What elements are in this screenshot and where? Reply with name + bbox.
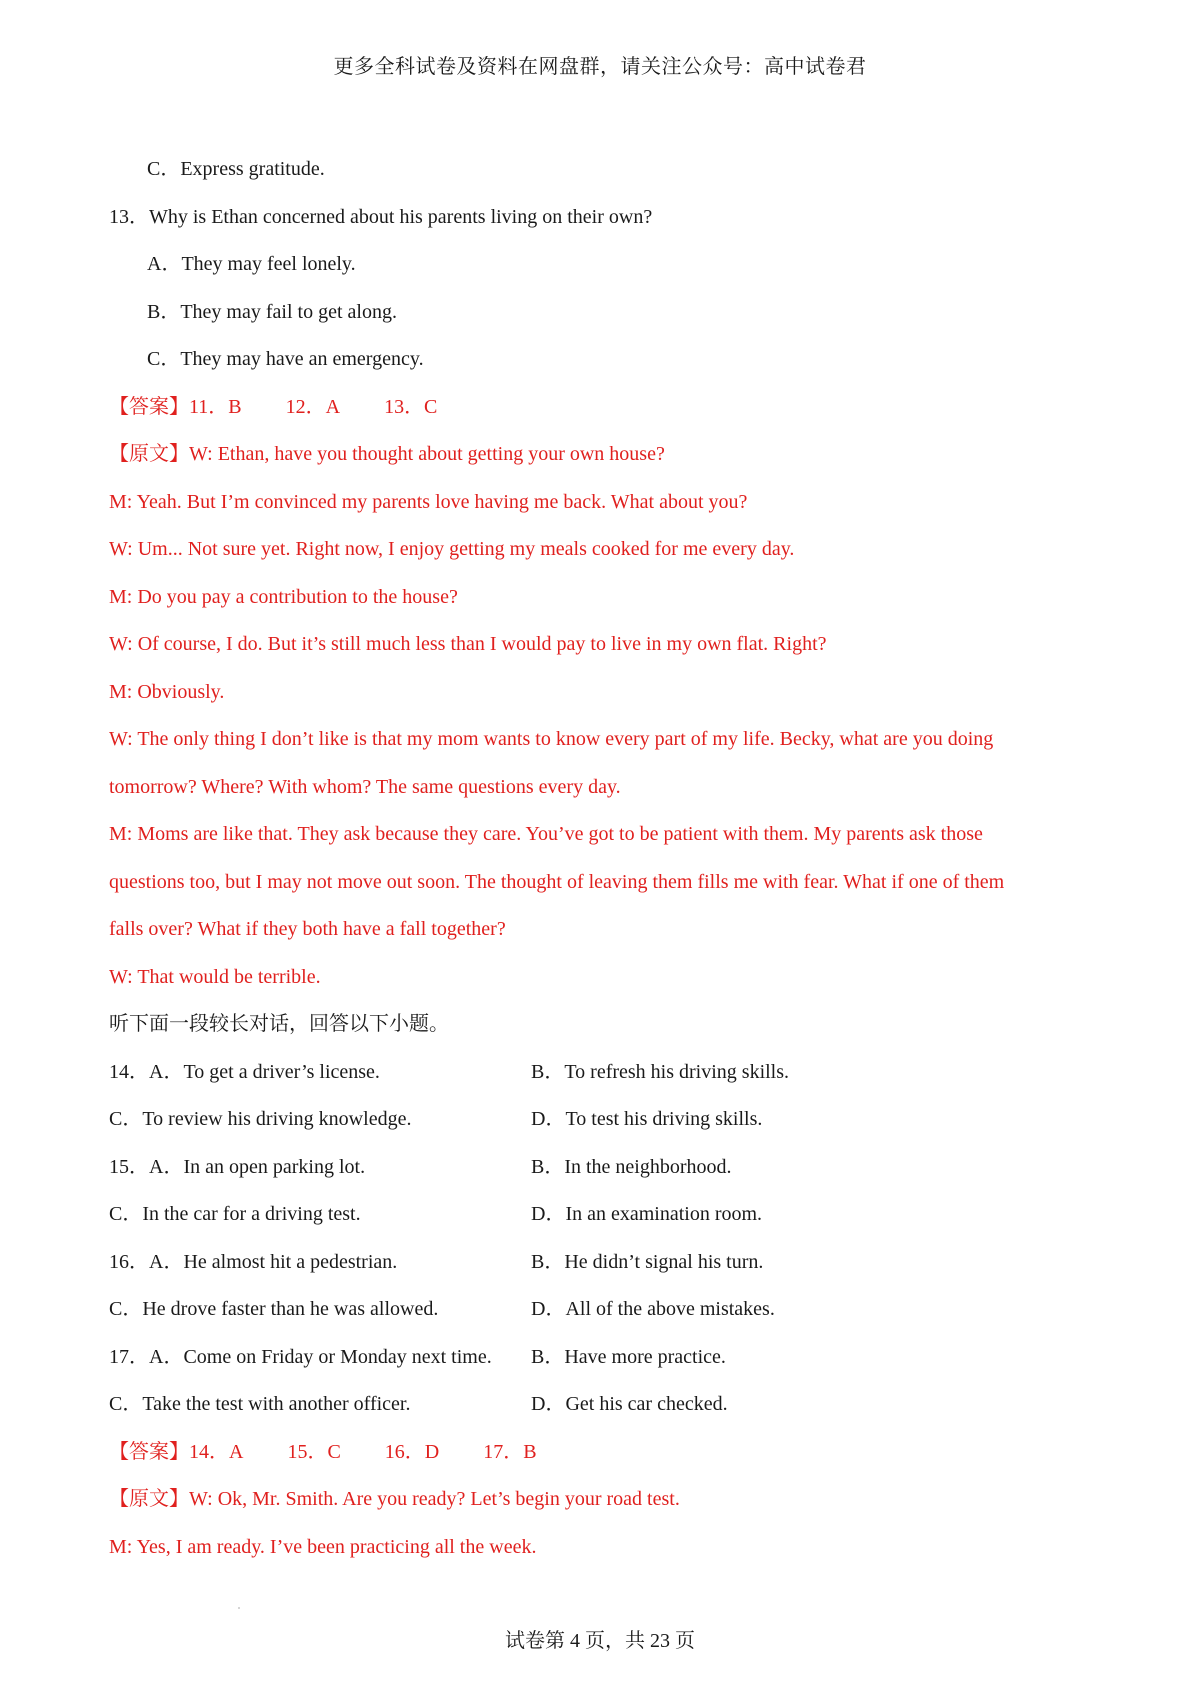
transcript-line bbox=[109, 1476, 1109, 1524]
q13-option-b: B．They may fail to get along. bbox=[147, 300, 397, 323]
q13-option-c: C．They may have an emergency. bbox=[147, 348, 424, 370]
answer-item: 13．C bbox=[384, 395, 438, 418]
option-c: C．To review his driving knowledge. bbox=[109, 1108, 412, 1130]
option-c: C．In the car for a driving test. bbox=[109, 1203, 361, 1225]
q13-option-a: A．They may feel lonely. bbox=[147, 253, 356, 275]
transcript-line: falls over? What if they both have a fall together? bbox=[109, 918, 506, 940]
answer-item: 14．A bbox=[189, 1440, 244, 1463]
answer-block-2 bbox=[109, 1429, 1109, 1477]
transcript-line: M: Yeah. But I’m convinced my parents love having me back. What about you? bbox=[109, 490, 748, 513]
question-row bbox=[109, 1096, 1109, 1144]
transcript-line: tomorrow? Where? With whom? The same questions every day. bbox=[109, 775, 621, 798]
answer-item: 15．C bbox=[287, 1440, 341, 1463]
speck bbox=[238, 1607, 240, 1609]
question-row bbox=[109, 1381, 1109, 1429]
transcript-label: 【原文】 bbox=[109, 1488, 189, 1510]
option-d: D．Get his car checked. bbox=[531, 1393, 728, 1415]
transcript-line: M: Do you pay a contribution to the house? bbox=[109, 585, 458, 608]
transcript-line: M: Yes, I am ready. I’ve been practicing all the week. bbox=[109, 1535, 537, 1558]
transcript-text: W: Ok, Mr. Smith. Are you ready? Let’s begin your road test. bbox=[189, 1488, 680, 1510]
answer-item: 17．B bbox=[483, 1440, 537, 1463]
question-row bbox=[109, 1334, 1109, 1382]
answer-label: 【答案】 bbox=[109, 395, 189, 418]
section-instruction: 听下面一段较长对话，回答以下小题。 bbox=[109, 1013, 449, 1035]
answer-item: 12．A bbox=[285, 395, 341, 418]
option-c: C．Take the test with another officer. bbox=[109, 1393, 411, 1415]
option-b: B．To refresh his driving skills. bbox=[531, 1060, 790, 1083]
question-row bbox=[109, 1144, 1109, 1192]
transcript-line: W: Of course, I do. But it’s still much less than I would pay to live in my own flat. Right? bbox=[109, 633, 827, 655]
option-a: 16．A．He almost hit a pedestrian. bbox=[109, 1250, 398, 1273]
question-row bbox=[109, 1239, 1109, 1287]
transcript-line bbox=[109, 431, 1109, 479]
question-row bbox=[109, 1286, 1109, 1334]
transcript-line: W: That would be terrible. bbox=[109, 965, 321, 988]
question-row bbox=[109, 1191, 1109, 1239]
option-d: D．All of the above mistakes. bbox=[531, 1298, 775, 1320]
q13-stem: 13．Why is Ethan concerned about his parents living on their own? bbox=[109, 205, 653, 228]
transcript-line: W: The only thing I don’t like is that my mom wants to know every part of my life. Becky, what are you doing bbox=[109, 728, 994, 750]
option-a: 15．A．In an open parking lot. bbox=[109, 1155, 366, 1178]
page-footer: 试卷第 4 页，共 23 页 bbox=[505, 1630, 695, 1652]
q12-option-c: C．Express gratitude. bbox=[147, 158, 325, 180]
transcript-line: questions too, but I may not move out soon. The thought of leaving them fills me with fear. What if one of them bbox=[109, 870, 1005, 893]
option-a: 17．A．Come on Friday or Monday next time. bbox=[109, 1345, 492, 1368]
transcript-line: M: Moms are like that. They ask because they care. You’ve got to be patient with them. My parents ask those bbox=[109, 823, 983, 845]
page-content bbox=[109, 146, 1109, 1571]
transcript-line: W: Um... Not sure yet. Right now, I enjoy getting my meals cooked for me every day. bbox=[109, 538, 795, 560]
answer-label: 【答案】 bbox=[109, 1440, 189, 1463]
option-d: D．In an examination room. bbox=[531, 1203, 763, 1225]
answer-item: 16．D bbox=[384, 1440, 440, 1463]
transcript-text: W: Ethan, have you thought about getting your own house? bbox=[189, 443, 665, 465]
option-b: B．In the neighborhood. bbox=[531, 1155, 732, 1178]
question-row bbox=[109, 1049, 1109, 1097]
option-b: B．He didn’t signal his turn. bbox=[531, 1250, 764, 1273]
option-a: 14．A．To get a driver’s license. bbox=[109, 1060, 380, 1083]
page-header: 更多全科试卷及资料在网盘群，请关注公众号：高中试卷君 bbox=[333, 56, 867, 78]
transcript-line: M: Obviously. bbox=[109, 680, 225, 703]
transcript-label: 【原文】 bbox=[109, 443, 189, 465]
option-b: B．Have more practice. bbox=[531, 1345, 726, 1368]
option-d: D．To test his driving skills. bbox=[531, 1108, 763, 1130]
option-c: C．He drove faster than he was allowed. bbox=[109, 1298, 439, 1320]
answer-item: 11．B bbox=[189, 395, 242, 418]
answer-block-1 bbox=[109, 384, 1109, 432]
